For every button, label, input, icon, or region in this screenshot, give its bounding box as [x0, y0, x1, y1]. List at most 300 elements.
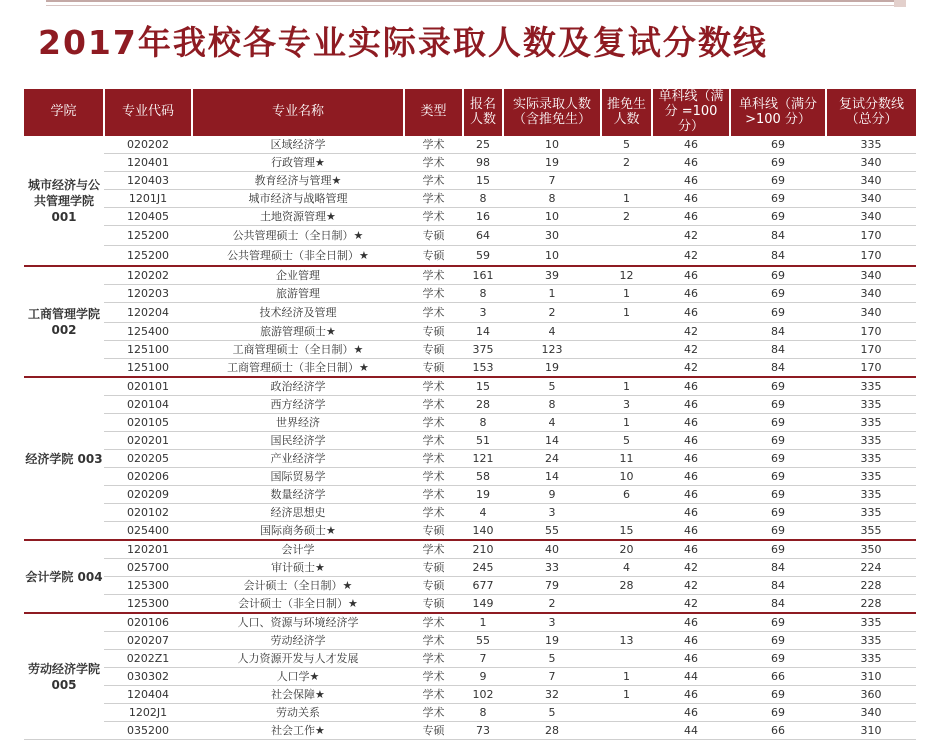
table-row — [24, 504, 916, 522]
cell-type: 学术 — [404, 154, 463, 172]
cell-name: 政治经济学 — [192, 377, 404, 396]
cell-type: 学术 — [404, 266, 463, 285]
cell-line-a: 44 — [652, 722, 730, 740]
cell-name: 人口、资源与环境经济学 — [192, 613, 404, 632]
cell-type: 学术 — [404, 190, 463, 208]
table-row — [24, 522, 916, 541]
cell-name: 教育经济与管理★ — [192, 172, 404, 190]
cell-line-b: 84 — [730, 359, 826, 378]
cell-total: 340 — [826, 303, 916, 323]
cell-code: 020202 — [104, 135, 192, 154]
cell-total: 335 — [826, 414, 916, 432]
table-row — [24, 266, 916, 285]
cell-name: 公共管理硕士（全日制）★ — [192, 226, 404, 246]
cell-admitted: 10 — [503, 246, 601, 267]
cell-name: 数量经济学 — [192, 486, 404, 504]
admission-table — [24, 89, 916, 740]
cell-type: 学术 — [404, 172, 463, 190]
cell-total: 335 — [826, 468, 916, 486]
cell-total: 170 — [826, 323, 916, 341]
cell-total: 335 — [826, 432, 916, 450]
cell-name: 社会工作★ — [192, 722, 404, 740]
table-row — [24, 632, 916, 650]
cell-name: 国际商务硕士★ — [192, 522, 404, 541]
cell-code: 020207 — [104, 632, 192, 650]
cell-exempt: 1 — [601, 285, 652, 303]
cell-applicants: 98 — [463, 154, 503, 172]
page-title: 2017年我校各专业实际录取人数及复试分数线 — [38, 23, 768, 62]
cell-type: 学术 — [404, 704, 463, 722]
cell-exempt: 3 — [601, 396, 652, 414]
cell-line-b: 84 — [730, 595, 826, 614]
cell-admitted: 3 — [503, 613, 601, 632]
table-row — [24, 704, 916, 722]
cell-total: 170 — [826, 341, 916, 359]
cell-exempt: 15 — [601, 522, 652, 541]
cell-exempt: 2 — [601, 208, 652, 226]
cell-code: 020206 — [104, 468, 192, 486]
header-exempt: 推免生 人数 — [601, 89, 652, 135]
cell-name: 区域经济学 — [192, 135, 404, 154]
cell-line-a: 42 — [652, 246, 730, 267]
cell-line-a: 46 — [652, 650, 730, 668]
cell-admitted: 5 — [503, 650, 601, 668]
cell-code: 0202Z1 — [104, 650, 192, 668]
table-row — [24, 595, 916, 614]
cell-name: 国际贸易学 — [192, 468, 404, 486]
cell-exempt: 2 — [601, 154, 652, 172]
cell-exempt: 1 — [601, 377, 652, 396]
cell-line-b: 69 — [730, 190, 826, 208]
cell-name: 工商管理硕士（非全日制）★ — [192, 359, 404, 378]
cell-code: 120404 — [104, 686, 192, 704]
cell-code: 125100 — [104, 341, 192, 359]
cell-admitted: 1 — [503, 285, 601, 303]
cell-line-b: 69 — [730, 414, 826, 432]
cell-type: 学术 — [404, 396, 463, 414]
cell-exempt: 1 — [601, 414, 652, 432]
cell-exempt — [601, 226, 652, 246]
table-body — [24, 135, 916, 740]
cell-name: 审计硕士★ — [192, 559, 404, 577]
header-admitted: 实际录取人数 （含推免生） — [503, 89, 601, 135]
cell-type: 专硕 — [404, 323, 463, 341]
cell-applicants: 121 — [463, 450, 503, 468]
department-cell: 劳动经济学院 005 — [24, 613, 104, 740]
cell-total: 340 — [826, 172, 916, 190]
cell-admitted: 3 — [503, 504, 601, 522]
cell-applicants: 25 — [463, 135, 503, 154]
cell-exempt: 1 — [601, 686, 652, 704]
cell-type: 学术 — [404, 377, 463, 396]
cell-admitted: 39 — [503, 266, 601, 285]
cell-type: 专硕 — [404, 226, 463, 246]
cell-admitted: 123 — [503, 341, 601, 359]
cell-line-b: 84 — [730, 323, 826, 341]
cell-exempt — [601, 246, 652, 267]
cell-name: 技术经济及管理 — [192, 303, 404, 323]
cell-applicants: 161 — [463, 266, 503, 285]
cell-admitted: 7 — [503, 172, 601, 190]
cell-line-b: 69 — [730, 632, 826, 650]
cell-exempt: 28 — [601, 577, 652, 595]
cell-code: 020201 — [104, 432, 192, 450]
cell-type: 学术 — [404, 208, 463, 226]
cell-code: 125100 — [104, 359, 192, 378]
cell-total: 335 — [826, 650, 916, 668]
cell-name: 土地资源管理★ — [192, 208, 404, 226]
cell-line-a: 46 — [652, 266, 730, 285]
header-dept: 学院 — [24, 89, 104, 135]
cell-code: 020102 — [104, 504, 192, 522]
cell-line-b: 69 — [730, 396, 826, 414]
cell-exempt — [601, 504, 652, 522]
cell-line-b: 69 — [730, 613, 826, 632]
cell-line-a: 46 — [652, 172, 730, 190]
cell-line-b: 69 — [730, 486, 826, 504]
cell-admitted: 55 — [503, 522, 601, 541]
cell-type: 专硕 — [404, 722, 463, 740]
cell-line-a: 42 — [652, 559, 730, 577]
cell-type: 专硕 — [404, 522, 463, 541]
cell-applicants: 15 — [463, 377, 503, 396]
table-row — [24, 432, 916, 450]
cell-exempt: 20 — [601, 540, 652, 559]
cell-line-b: 69 — [730, 522, 826, 541]
cell-total: 360 — [826, 686, 916, 704]
table-row — [24, 450, 916, 468]
table-row — [24, 540, 916, 559]
cell-code: 025700 — [104, 559, 192, 577]
cell-code: 120403 — [104, 172, 192, 190]
cell-name: 工商管理硕士（全日制）★ — [192, 341, 404, 359]
cell-exempt — [601, 722, 652, 740]
cell-type: 学术 — [404, 303, 463, 323]
cell-applicants: 19 — [463, 486, 503, 504]
cell-exempt: 1 — [601, 668, 652, 686]
cell-total: 340 — [826, 154, 916, 172]
table-row — [24, 341, 916, 359]
header-total: 复试分数线 （总分） — [826, 89, 916, 135]
cell-admitted: 2 — [503, 303, 601, 323]
table-row — [24, 722, 916, 740]
cell-name: 国民经济学 — [192, 432, 404, 450]
cell-admitted: 10 — [503, 135, 601, 154]
cell-line-a: 46 — [652, 632, 730, 650]
cell-total: 335 — [826, 135, 916, 154]
table-row — [24, 650, 916, 668]
cell-total: 170 — [826, 246, 916, 267]
cell-applicants: 1 — [463, 613, 503, 632]
cell-line-a: 46 — [652, 414, 730, 432]
cell-exempt — [601, 341, 652, 359]
cell-applicants: 8 — [463, 414, 503, 432]
cell-name: 人力资源开发与人才发展 — [192, 650, 404, 668]
cell-line-b: 84 — [730, 226, 826, 246]
cell-type: 学术 — [404, 414, 463, 432]
header-applicants: 报名 人数 — [463, 89, 503, 135]
cell-total: 335 — [826, 632, 916, 650]
cell-applicants: 8 — [463, 285, 503, 303]
cell-total: 310 — [826, 668, 916, 686]
cell-total: 340 — [826, 266, 916, 285]
cell-line-b: 69 — [730, 172, 826, 190]
cell-total: 170 — [826, 226, 916, 246]
cell-code: 125200 — [104, 246, 192, 267]
cell-total: 355 — [826, 522, 916, 541]
table-row — [24, 246, 916, 267]
cell-code: 020205 — [104, 450, 192, 468]
cell-admitted: 14 — [503, 432, 601, 450]
cell-code: 120201 — [104, 540, 192, 559]
cell-line-a: 46 — [652, 486, 730, 504]
cell-total: 335 — [826, 613, 916, 632]
cell-line-a: 44 — [652, 668, 730, 686]
table-row — [24, 323, 916, 341]
cell-name: 西方经济学 — [192, 396, 404, 414]
cell-code: 020106 — [104, 613, 192, 632]
cell-applicants: 73 — [463, 722, 503, 740]
cell-type: 学术 — [404, 504, 463, 522]
cell-line-b: 69 — [730, 432, 826, 450]
table-row — [24, 559, 916, 577]
cell-exempt: 13 — [601, 632, 652, 650]
cell-code: 030302 — [104, 668, 192, 686]
cell-type: 专硕 — [404, 359, 463, 378]
cell-total: 335 — [826, 486, 916, 504]
cell-name: 公共管理硕士（非全日制）★ — [192, 246, 404, 267]
cell-total: 224 — [826, 559, 916, 577]
cell-exempt: 1 — [601, 190, 652, 208]
cell-name: 会计学 — [192, 540, 404, 559]
cell-admitted: 8 — [503, 396, 601, 414]
cell-line-a: 42 — [652, 359, 730, 378]
cell-line-b: 66 — [730, 668, 826, 686]
cell-line-a: 46 — [652, 704, 730, 722]
cell-exempt — [601, 172, 652, 190]
cell-line-a: 46 — [652, 468, 730, 486]
cell-code: 125400 — [104, 323, 192, 341]
cell-applicants: 59 — [463, 246, 503, 267]
cell-line-b: 69 — [730, 285, 826, 303]
table-row — [24, 686, 916, 704]
table-row — [24, 396, 916, 414]
cell-line-a: 46 — [652, 522, 730, 541]
cell-line-b: 69 — [730, 208, 826, 226]
cell-admitted: 7 — [503, 668, 601, 686]
cell-line-a: 46 — [652, 540, 730, 559]
cell-applicants: 64 — [463, 226, 503, 246]
cell-type: 学术 — [404, 135, 463, 154]
department-cell: 城市经济与公共管理学院 001 — [24, 135, 104, 266]
cell-line-a: 46 — [652, 377, 730, 396]
cell-admitted: 19 — [503, 359, 601, 378]
cell-total: 340 — [826, 208, 916, 226]
cell-name: 经济思想史 — [192, 504, 404, 522]
department-cell: 会计学院 004 — [24, 540, 104, 613]
cell-name: 会计硕士（全日制）★ — [192, 577, 404, 595]
cell-line-a: 42 — [652, 341, 730, 359]
cell-line-b: 69 — [730, 540, 826, 559]
cell-applicants: 14 — [463, 323, 503, 341]
table-row — [24, 303, 916, 323]
cell-name: 世界经济 — [192, 414, 404, 432]
cell-applicants: 7 — [463, 650, 503, 668]
cell-applicants: 210 — [463, 540, 503, 559]
table-row — [24, 172, 916, 190]
cell-exempt: 12 — [601, 266, 652, 285]
cell-exempt: 5 — [601, 135, 652, 154]
cell-code: 120401 — [104, 154, 192, 172]
cell-code: 1202J1 — [104, 704, 192, 722]
cell-applicants: 375 — [463, 341, 503, 359]
cell-applicants: 102 — [463, 686, 503, 704]
cell-line-b: 69 — [730, 504, 826, 522]
cell-exempt — [601, 323, 652, 341]
cell-code: 120202 — [104, 266, 192, 285]
cell-total: 170 — [826, 359, 916, 378]
cell-exempt: 5 — [601, 432, 652, 450]
cell-total: 335 — [826, 396, 916, 414]
cell-line-b: 69 — [730, 450, 826, 468]
cell-admitted: 2 — [503, 595, 601, 614]
cell-exempt: 11 — [601, 450, 652, 468]
table-row — [24, 486, 916, 504]
header-line-a: 单科线（满 分 =100 分） — [652, 89, 730, 135]
cell-admitted: 9 — [503, 486, 601, 504]
cell-admitted: 5 — [503, 377, 601, 396]
department-cell: 经济学院 003 — [24, 377, 104, 540]
cell-type: 学术 — [404, 450, 463, 468]
cell-applicants: 9 — [463, 668, 503, 686]
cell-line-a: 46 — [652, 303, 730, 323]
cell-type: 学术 — [404, 285, 463, 303]
cell-line-a: 46 — [652, 613, 730, 632]
cell-type: 专硕 — [404, 559, 463, 577]
cell-name: 劳动关系 — [192, 704, 404, 722]
top-decoration — [46, 0, 906, 11]
cell-admitted: 19 — [503, 632, 601, 650]
cell-line-a: 46 — [652, 450, 730, 468]
cell-total: 340 — [826, 704, 916, 722]
cell-code: 025400 — [104, 522, 192, 541]
cell-name: 旅游管理 — [192, 285, 404, 303]
cell-line-a: 46 — [652, 285, 730, 303]
cell-admitted: 8 — [503, 190, 601, 208]
cell-applicants: 15 — [463, 172, 503, 190]
cell-line-a: 46 — [652, 154, 730, 172]
cell-type: 学术 — [404, 686, 463, 704]
table-row — [24, 414, 916, 432]
cell-line-b: 69 — [730, 303, 826, 323]
cell-applicants: 8 — [463, 190, 503, 208]
cell-type: 专硕 — [404, 246, 463, 267]
cell-code: 020101 — [104, 377, 192, 396]
cell-line-a: 42 — [652, 323, 730, 341]
cell-line-a: 46 — [652, 432, 730, 450]
cell-admitted: 19 — [503, 154, 601, 172]
cell-name: 企业管理 — [192, 266, 404, 285]
cell-code: 020209 — [104, 486, 192, 504]
cell-line-b: 69 — [730, 704, 826, 722]
cell-exempt — [601, 359, 652, 378]
header-line-b: 单科线（满分 >100 分） — [730, 89, 826, 135]
cell-total: 350 — [826, 540, 916, 559]
cell-line-b: 69 — [730, 468, 826, 486]
cell-total: 228 — [826, 595, 916, 614]
cell-admitted: 10 — [503, 208, 601, 226]
cell-type: 学术 — [404, 540, 463, 559]
cell-exempt — [601, 595, 652, 614]
cell-total: 335 — [826, 450, 916, 468]
cell-code: 125200 — [104, 226, 192, 246]
cell-applicants: 8 — [463, 704, 503, 722]
table-row — [24, 285, 916, 303]
cell-admitted: 79 — [503, 577, 601, 595]
cell-line-a: 42 — [652, 577, 730, 595]
cell-code: 120204 — [104, 303, 192, 323]
cell-code: 120405 — [104, 208, 192, 226]
cell-type: 学术 — [404, 668, 463, 686]
cell-total: 340 — [826, 285, 916, 303]
cell-code: 125300 — [104, 595, 192, 614]
cell-exempt: 10 — [601, 468, 652, 486]
cell-applicants: 3 — [463, 303, 503, 323]
cell-applicants: 28 — [463, 396, 503, 414]
cell-name: 会计硕士（非全日制）★ — [192, 595, 404, 614]
cell-code: 125300 — [104, 577, 192, 595]
cell-type: 学术 — [404, 486, 463, 504]
cell-line-b: 66 — [730, 722, 826, 740]
cell-code: 035200 — [104, 722, 192, 740]
cell-exempt — [601, 650, 652, 668]
table-row — [24, 190, 916, 208]
cell-applicants: 55 — [463, 632, 503, 650]
cell-type: 专硕 — [404, 341, 463, 359]
table-row — [24, 668, 916, 686]
cell-exempt: 1 — [601, 303, 652, 323]
cell-exempt: 4 — [601, 559, 652, 577]
cell-applicants: 245 — [463, 559, 503, 577]
cell-admitted: 32 — [503, 686, 601, 704]
cell-name: 行政管理★ — [192, 154, 404, 172]
cell-code: 020105 — [104, 414, 192, 432]
cell-applicants: 677 — [463, 577, 503, 595]
cell-code: 120203 — [104, 285, 192, 303]
cell-name: 人口学★ — [192, 668, 404, 686]
cell-admitted: 33 — [503, 559, 601, 577]
cell-line-a: 46 — [652, 504, 730, 522]
cell-line-b: 84 — [730, 577, 826, 595]
table-row — [24, 154, 916, 172]
cell-code: 020104 — [104, 396, 192, 414]
cell-applicants: 149 — [463, 595, 503, 614]
table-row — [24, 377, 916, 396]
cell-line-a: 42 — [652, 595, 730, 614]
table-row — [24, 359, 916, 378]
cell-applicants: 16 — [463, 208, 503, 226]
cell-name: 城市经济与战略管理 — [192, 190, 404, 208]
cell-total: 335 — [826, 504, 916, 522]
cell-line-a: 46 — [652, 135, 730, 154]
cell-type: 专硕 — [404, 577, 463, 595]
department-cell: 工商管理学院 002 — [24, 266, 104, 377]
cell-admitted: 4 — [503, 414, 601, 432]
header-name: 专业名称 — [192, 89, 404, 135]
cell-total: 335 — [826, 377, 916, 396]
cell-type: 学术 — [404, 432, 463, 450]
cell-total: 310 — [826, 722, 916, 740]
